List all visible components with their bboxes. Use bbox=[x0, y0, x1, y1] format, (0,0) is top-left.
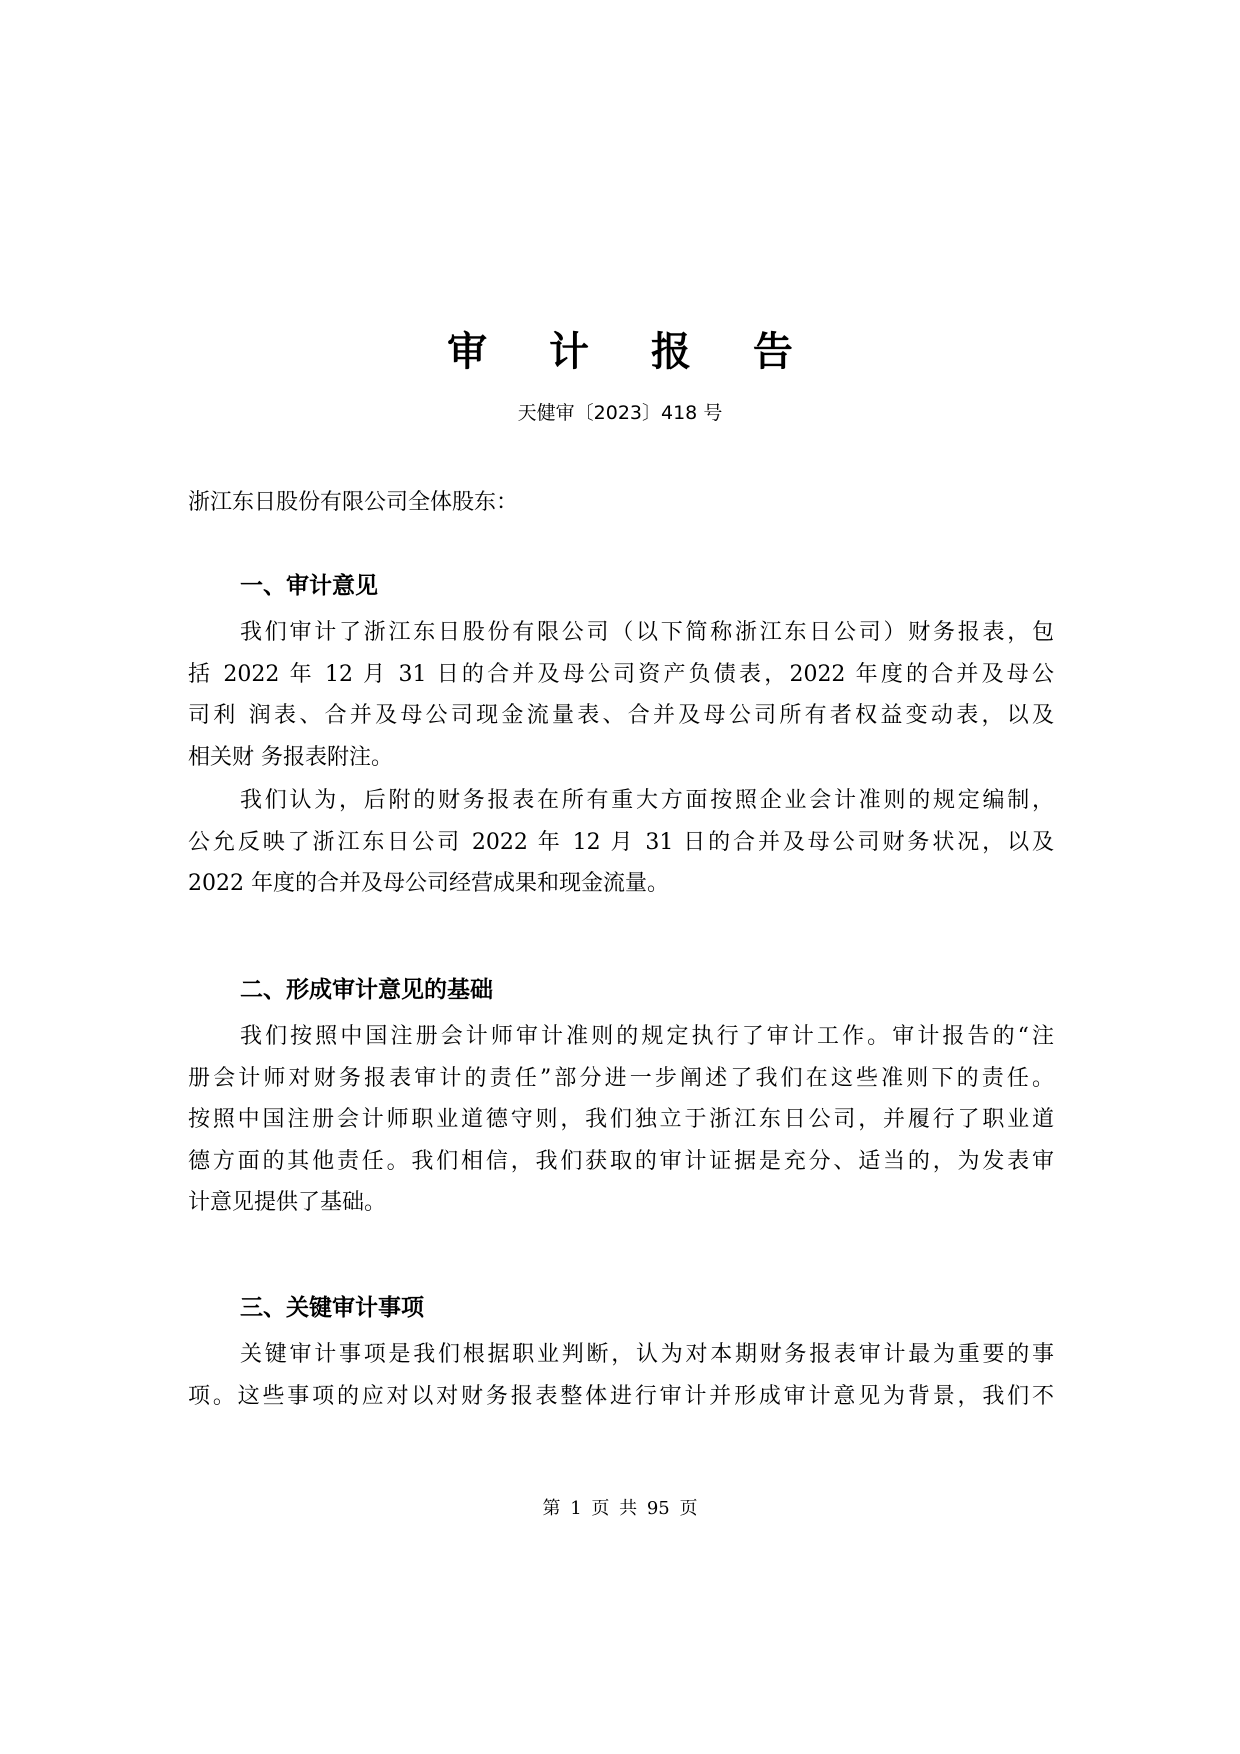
text-line: 相关财 务报表附注。 bbox=[188, 744, 393, 770]
paragraph bbox=[188, 1016, 1054, 1224]
text-line: 括 2022 年 12 月 31 日的合并及母公司资产负债表，2022 年度的合并及母公 bbox=[188, 661, 1054, 687]
text-line: 按照中国注册会计师职业道德守则，我们独立于浙江东日公司，并履行了职业道 bbox=[188, 1107, 1054, 1132]
text-line: 册会计师对财务报表审计的责任”部分进一步阐述了我们在这些准则下的责任。 bbox=[188, 1065, 1054, 1091]
text-line: 司利 润表、合并及母公司现金流量表、合并及母公司所有者权益变动表，以及 bbox=[188, 703, 1054, 728]
text-line: 我们审计了浙江东日股份有限公司（以下简称浙江东日公司）财务报表，包 bbox=[240, 620, 1054, 645]
report-reference-number: 天健审〔2023〕418 号 bbox=[517, 402, 723, 424]
text-line: 公允反映了浙江东日公司 2022 年 12 月 31 日的合并及母公司财务状况，以及 bbox=[188, 829, 1054, 855]
addressee-line: 浙江东日股份有限公司全体股东： bbox=[188, 490, 519, 515]
text-line: 我们按照中国注册会计师审计准则的规定执行了审计工作。审计报告的“注 bbox=[240, 1024, 1054, 1049]
section-heading: 一、审计意见 bbox=[240, 573, 378, 599]
section-heading: 二、形成审计意见的基础 bbox=[240, 977, 493, 1003]
paragraph bbox=[188, 1334, 1054, 1417]
section-key-audit-matters bbox=[188, 1292, 1054, 1417]
paragraph bbox=[188, 612, 1054, 778]
text-line: 计意见提供了基础。 bbox=[188, 1190, 387, 1215]
text-line: 2022 年度的合并及母公司经营成果和现金流量。 bbox=[188, 871, 669, 896]
text-line: 我们认为，后附的财务报表在所有重大方面按照企业会计准则的规定编制， bbox=[240, 788, 1054, 813]
paragraph bbox=[188, 780, 1054, 905]
page-number-footer: 第 1 页 共 95 页 bbox=[542, 1498, 698, 1519]
section-heading: 三、关键审计事项 bbox=[240, 1295, 424, 1321]
section-basis-for-opinion bbox=[188, 974, 1054, 1224]
text-line: 项。这些事项的应对以对财务报表整体进行审计并形成审计意见为背景，我们不 bbox=[188, 1383, 1054, 1409]
text-line: 德方面的其他责任。我们相信，我们获取的审计证据是充分、适当的，为发表审 bbox=[188, 1148, 1054, 1174]
document-title: 审 计 报 告 bbox=[447, 329, 817, 375]
text-line: 关键审计事项是我们根据职业判断，认为对本期财务报表审计最为重要的事 bbox=[240, 1342, 1054, 1367]
section-audit-opinion bbox=[188, 570, 1054, 905]
